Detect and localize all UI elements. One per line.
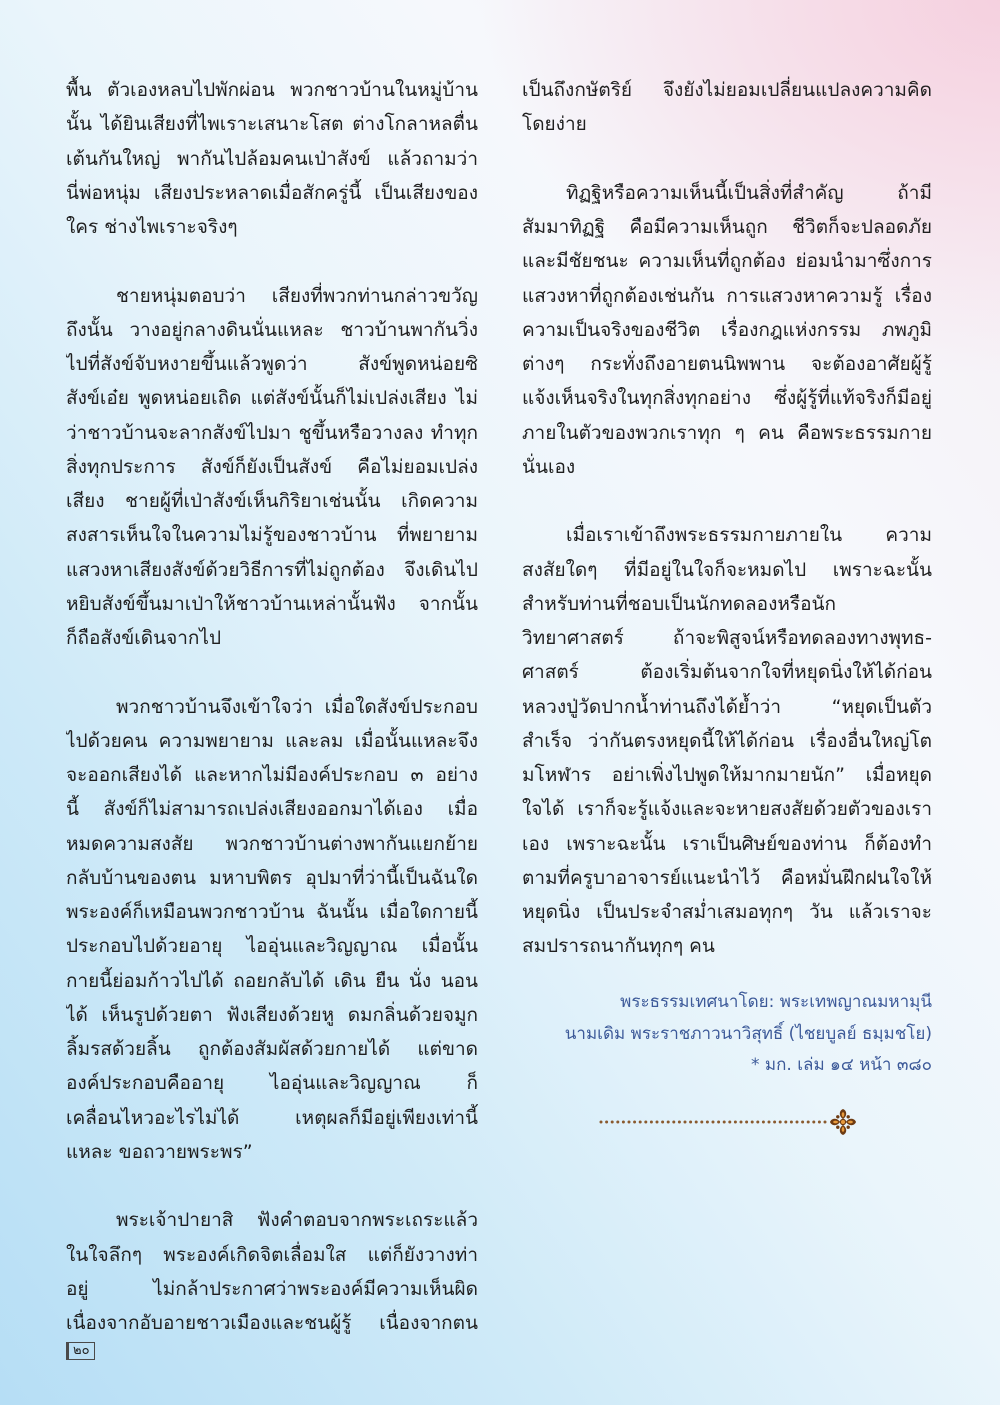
credit-preached-by: พระธรรมเทศนาโดย: พระเทพญาณมหามุนี <box>620 992 932 1012</box>
text-line: สัมมาทิฏฐิ คือมีความเห็นถูก ชีวิตก็จะปลอดภัย <box>522 216 932 238</box>
credit-original-name: นามเดิม พระราชภาวนาวิสุทธิ์ (ไชยบูลย์ ธมฺมชโย) <box>564 1023 932 1044</box>
text-line: ไปที่สังข์จับหงายขึ้นแล้วพูดว่า สังข์พูดหน่อยซิ <box>66 353 478 375</box>
text-line: เสียง ชายผู้ที่เป่าสังข์เห็นกิริยาเช่นนั้น เกิดความ <box>66 490 478 512</box>
paragraph <box>522 73 932 142</box>
text-line: แสวงหาเสียงสังข์ด้วยวิธีการที่ไม่ถูกต้อง จึงเดินไป <box>66 558 478 581</box>
paragraph <box>66 279 478 656</box>
text-line: วิทยาศาสตร์ ถ้าจะพิสูจน์หรือทดลองทางพุทธ- <box>522 627 932 649</box>
text-line: พระองค์ก็เหมือนพวกชาวบ้าน ฉันนั้น เมื่อใดกายนี้ <box>66 901 478 923</box>
text-line: ไปด้วยคน ความพยายาม และลม เมื่อนั้นแหละจึง <box>66 729 478 752</box>
text-line: เคลื่อนไหวอะไรไม่ได้ เหตุผลก็มีอยู่เพียงเท่านี้ <box>66 1106 478 1129</box>
sermon-credit <box>565 987 932 1082</box>
flower-fleuron-icon <box>830 1109 856 1135</box>
paragraph <box>522 518 932 963</box>
text-line: แหละ ขอถวายพระพร” <box>66 1140 253 1163</box>
text-line: แสวงหาที่ถูกต้องเช่นกัน การแสวงหาความรู้ เรื่อง <box>522 284 932 307</box>
left-column <box>66 73 478 1340</box>
text-line: นี้ สังข์ก็ไม่สามารถเปล่งเสียงออกมาได้เอง เมื่อ <box>66 798 478 821</box>
text-line: สำเร็จ ว่ากันตรงหยุดนี้ให้ได้ก่อน เรื่องอื่นใหญ่โต <box>522 729 932 752</box>
text-line: ความเป็นจริงของชีวิต เรื่องกฎแห่งกรรม ภพภูมิ <box>522 318 932 341</box>
page-number: ๒๐ <box>66 1342 95 1360</box>
text-line: สงสารเห็นใจในความไม่รู้ของชาวบ้าน ที่พยายาม <box>66 524 478 547</box>
paragraph <box>66 690 478 1170</box>
text-line: ภายในตัวของพวกเราทุก ๆ คน คือพระธรรมกาย <box>522 421 932 444</box>
text-line: และมีชัยชนะ ความเห็นที่ถูกต้อง ย่อมนำมาซึ่งการ <box>522 250 932 273</box>
paragraph <box>66 73 478 244</box>
text-line: หยิบสังข์ขึ้นมาเป่าให้ชาวบ้านเหล่านั้นฟัง จากนั้น <box>66 592 478 615</box>
text-line: ได้ เห็นรูปด้วยตา ฟังเสียงด้วยหู ดมกลิ่นด้วยจมูก <box>66 1003 478 1026</box>
text-line: ก็ถือสังข์เดินจากไป <box>66 627 222 649</box>
text-line: ตามที่ครูบาอาจารย์แนะนำไว้ คือหมั่นฝึกฝนใจให้ <box>522 866 932 889</box>
text-line: ใคร ช่างไพเราะจริงๆ <box>66 216 238 238</box>
paragraph <box>522 176 932 484</box>
text-line: เป็นถึงกษัตริย์ จึงยังไม่ยอมเปลี่ยนแปลงความคิด <box>522 79 932 101</box>
text-line: ประกอบไปด้วยอายุ ไออุ่นและวิญญาณ เมื่อนั้น <box>66 935 478 958</box>
text-line: ว่าชาวบ้านจะลากสังข์ไปมา ชูขึ้นหรือวางลง ทำทุก <box>66 421 478 444</box>
text-line: เต้นกันใหญ่ พากันไปล้อมคนเป่าสังข์ แล้วถามว่า <box>66 147 478 170</box>
ornament-divider <box>598 1105 860 1139</box>
right-column <box>522 73 932 964</box>
text-line: เอง เพราะฉะนั้น เราเป็นศิษย์ของท่าน ก็ต้องทำ <box>522 832 932 855</box>
text-line: สังข์เอ๋ย พูดหน่อยเถิด แต่สังข์นั้นก็ไม่เปล่งเสียง ไม่ <box>66 387 478 410</box>
text-line: นั้น ได้ยินเสียงที่ไพเราะเสนาะโสต ต่างโกลาหลตื่น <box>66 113 478 136</box>
text-line: หมดความสงสัย พวกชาวบ้านต่างพากันแยกย้าย <box>66 832 478 855</box>
text-line: โดยง่าย <box>522 113 587 136</box>
text-line: ลิ้มรสด้วยลิ้น ถูกต้องสัมผัสด้วยกายได้ แต่ขาด <box>66 1038 478 1060</box>
text-line: หลวงปู่วัดปากน้ำท่านถึงได้ย้ำว่า “หยุดเป็นตัว <box>522 695 932 718</box>
text-line: อยู่ ไม่กล้าประกาศว่าพระองค์มีความเห็นผิด <box>66 1277 478 1300</box>
text-line: องค์ประกอบคืออายุ ไออุ่นและวิญญาณ ก็ <box>66 1072 478 1095</box>
text-line: กายนี้ย่อมก้าวไปได้ ถอยกลับได้ เดิน ยืน นั่ง นอน <box>66 969 478 992</box>
text-line: สิ่งทุกประการ สังข์ก็ยังเป็นสังข์ คือไม่ยอมเปล่ง <box>66 455 478 478</box>
text-line: ต่างๆ กระทั่งถึงอายตนนิพพาน จะต้องอาศัยผู้รู้ <box>522 353 932 375</box>
text-line: ใจได้ เราก็จะรู้แจ้งและจะหายสงสัยด้วยตัวของเรา <box>522 798 932 821</box>
text-line: จะออกเสียงได้ และหากไม่มีองค์ประกอบ ๓ อย่าง <box>66 764 478 786</box>
text-line: ทิฏฐิหรือความเห็นนี้เป็นสิ่งที่สำคัญ ถ้ามี <box>566 181 932 204</box>
text-line: ศาสตร์ ต้องเริ่มต้นจากใจที่หยุดนิ่งให้ได้ก่อน <box>522 661 932 684</box>
text-line: เมื่อเราเข้าถึงพระธรรมกายภายใน ความ <box>566 524 932 547</box>
text-line: มโหฬาร อย่าเพิ่งไปพูดให้มากมายนัก” เมื่อหยุด <box>522 764 932 786</box>
text-line: สมปรารถนากันทุกๆ คน <box>522 935 715 958</box>
text-line: ในใจลึกๆ พระองค์เกิดจิตเลื่อมใส แต่ก็ยังวางท่า <box>66 1243 478 1266</box>
text-line: ถึงนั้น วางอยู่กลางดินนั่นแหละ ชาวบ้านพากันวิ่ง <box>66 318 478 341</box>
text-line: แจ้งเห็นจริงในทุกสิ่งทุกอย่าง ซึ่งผู้รู้ที่แท้จริงก็มีอยู่ <box>522 387 932 410</box>
text-line: พื้น ตัวเองหลบไปพักผ่อน พวกชาวบ้านในหมู่บ้าน <box>66 79 478 101</box>
text-line: พวกชาวบ้านจึงเข้าใจว่า เมื่อใดสังข์ประกอบ <box>116 695 478 718</box>
text-line: สำหรับท่านที่ชอบเป็นนักทดลองหรือนัก <box>522 592 836 615</box>
text-line: พระเจ้าปายาสิ ฟังคำตอบจากพระเถระแล้ว <box>116 1209 478 1232</box>
text-line: ชายหนุ่มตอบว่า เสียงที่พวกท่านกล่าวขวัญ <box>116 284 478 307</box>
text-line: เนื่องจากอับอายชาวเมืองและชนผู้รู้ เนื่องจากตน <box>66 1312 478 1334</box>
text-line: นี่พ่อหนุ่ม เสียงประหลาดเมื่อสักครู่นี้ เป็นเสียงของ <box>66 181 478 204</box>
paragraph <box>66 1203 478 1340</box>
text-line: สงสัยใดๆ ที่มีอยู่ในใจก็จะหมดไป เพราะฉะนั้น <box>522 558 932 581</box>
text-line: หยุดนิ่ง เป็นประจำสม่ำเสมอทุกๆ วัน แล้วเราจะ <box>522 901 932 923</box>
credit-reference: * มก. เล่ม ๑๔ หน้า ๓๘๐ <box>751 1055 932 1075</box>
text-line: นั่นเอง <box>522 455 576 478</box>
text-line: กลับบ้านของตน มหาบพิตร อุปมาที่ว่านี้เป็นฉันใด <box>66 866 478 889</box>
